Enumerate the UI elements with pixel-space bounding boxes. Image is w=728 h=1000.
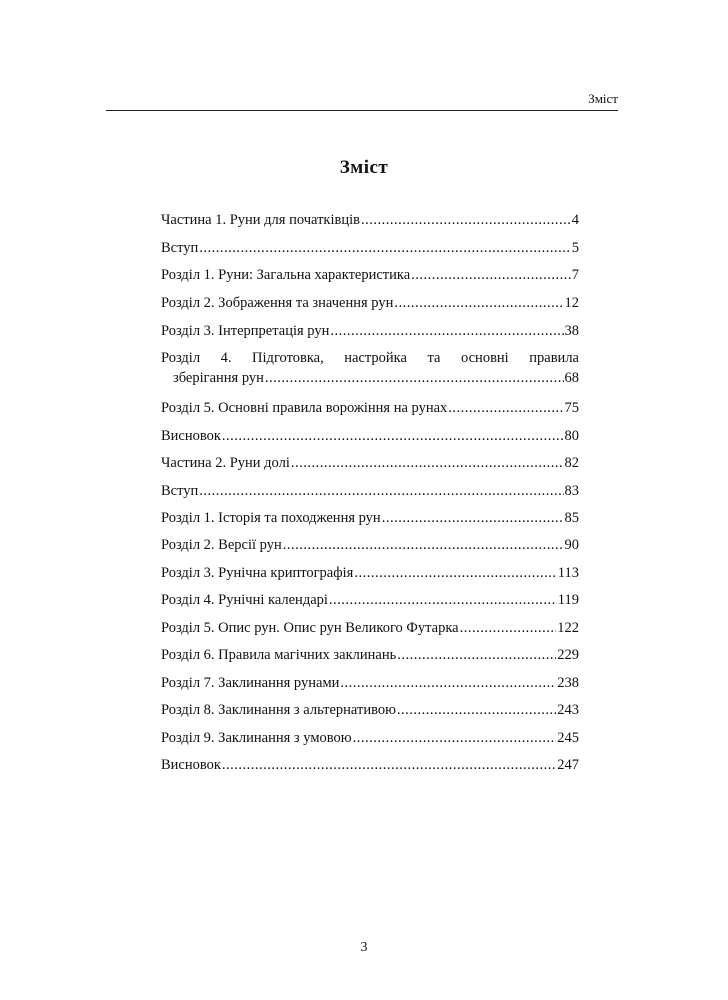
toc-entry-title: Вступ	[161, 240, 199, 256]
toc-entry-title: Висновок	[161, 428, 221, 444]
toc-entry[interactable]	[161, 348, 579, 388]
toc-leader-dots	[353, 728, 557, 748]
running-header	[106, 88, 618, 111]
toc-entry[interactable]	[161, 590, 579, 610]
toc-entry-page: 7	[571, 267, 579, 283]
toc-entry-title: Частина 2. Руни долі	[161, 455, 290, 471]
toc-entry-title: Розділ 5. Основні правила ворожіння на рунах	[161, 400, 448, 416]
toc-entry-title: Розділ 4. Рунічні календарі	[161, 592, 328, 608]
toc-entry[interactable]	[161, 481, 579, 501]
toc-entry-page: 243	[557, 702, 579, 718]
toc-entry-title: Вступ	[161, 483, 199, 499]
toc-entry-title: Частина 1. Руни для початківців	[161, 212, 360, 228]
toc-leader-dots	[199, 238, 570, 258]
toc-entry-title: Розділ 4. Підготовка, настройка та основні правила	[161, 350, 579, 366]
toc-entry-page: 5	[571, 240, 579, 256]
toc-entry-page: 90	[564, 537, 579, 553]
toc-entry-title: Розділ 1. Руни: Загальна характеристика	[161, 267, 411, 283]
running-header-title: Зміст	[588, 91, 618, 106]
toc-entry[interactable]	[161, 728, 579, 748]
toc-entry[interactable]	[161, 618, 579, 638]
toc-entry-page: 4	[571, 212, 579, 228]
toc-entry-page: 82	[564, 455, 579, 471]
toc-entry-page: 229	[557, 647, 579, 663]
toc-entry[interactable]	[161, 321, 579, 341]
toc-entry-page: 122	[557, 620, 579, 636]
toc-leader-dots	[460, 618, 557, 638]
toc-entry-continuation	[161, 368, 579, 388]
toc-entry-page: 83	[564, 483, 579, 499]
toc-leader-dots	[283, 535, 564, 555]
toc-entry-title: Розділ 5. Опис рун. Опис рун Великого Футарка	[161, 620, 459, 636]
page-number: 3	[360, 940, 368, 955]
toc-entry[interactable]	[161, 265, 579, 285]
toc-entry-page: 38	[564, 323, 579, 339]
toc-entry-title: Розділ 2. Версії рун	[161, 537, 282, 553]
toc-entry-page: 85	[564, 510, 579, 526]
toc-entry[interactable]	[161, 755, 579, 775]
toc-entry[interactable]	[161, 453, 579, 473]
toc-leader-dots	[382, 508, 564, 528]
toc-leader-dots	[448, 398, 563, 418]
toc-entry-title: Розділ 3. Рунічна криптографія	[161, 565, 354, 581]
toc-entry-page: 119	[557, 592, 579, 608]
toc-leader-dots	[397, 645, 556, 665]
toc-entry[interactable]	[161, 535, 579, 555]
toc-leader-dots	[397, 700, 556, 720]
toc-entry[interactable]	[161, 238, 579, 258]
toc-entry-title: Розділ 2. Зображення та значення рун	[161, 295, 394, 311]
toc-entry-page: 245	[557, 730, 579, 746]
toc-entry-page: 12	[564, 295, 579, 311]
toc-leader-dots	[411, 265, 571, 285]
toc-entry[interactable]	[161, 563, 579, 583]
toc-entry-title: Розділ 8. Заклинання з альтернативою	[161, 702, 396, 718]
toc-entry-title: Розділ 3. Інтерпретація рун	[161, 323, 330, 339]
toc-entry-title: Розділ 6. Правила магічних заклинань	[161, 647, 397, 663]
toc-entry-page: 75	[564, 400, 579, 416]
toc-entry[interactable]	[161, 673, 579, 693]
toc-entry-page: 80	[564, 428, 579, 444]
toc-entry[interactable]	[161, 293, 579, 313]
toc-leader-dots	[265, 368, 564, 388]
toc-leader-dots	[329, 590, 557, 610]
toc-entry-page: 113	[557, 565, 579, 581]
toc-leader-dots	[354, 563, 556, 583]
toc-entry[interactable]	[161, 508, 579, 528]
toc-leader-dots	[330, 321, 563, 341]
toc-entry[interactable]	[161, 426, 579, 446]
toc-entry[interactable]	[161, 398, 579, 418]
toc-entry[interactable]	[161, 645, 579, 665]
page-title: Зміст	[339, 157, 389, 178]
toc-entry-title: Розділ 1. Історія та походження рун	[161, 510, 381, 526]
toc-entry-title-continued: зберігання рун	[173, 370, 264, 386]
toc-leader-dots	[340, 673, 556, 693]
toc-leader-dots	[222, 426, 564, 446]
toc-leader-dots	[361, 210, 571, 230]
toc-entry-page: 247	[557, 757, 579, 773]
toc-entry-title: Розділ 9. Заклинання з умовою	[161, 730, 352, 746]
toc-entry-title: Розділ 7. Заклинання рунами	[161, 675, 340, 691]
toc-entry[interactable]	[161, 210, 579, 230]
toc-leader-dots	[394, 293, 563, 313]
toc-leader-dots	[222, 755, 556, 775]
toc-leader-dots	[199, 481, 563, 501]
toc-entry-page: 238	[557, 675, 579, 691]
toc-entry[interactable]	[161, 700, 579, 720]
toc-leader-dots	[291, 453, 564, 473]
toc-entry-page: 68	[564, 370, 579, 386]
toc-entry-title: Висновок	[161, 757, 221, 773]
